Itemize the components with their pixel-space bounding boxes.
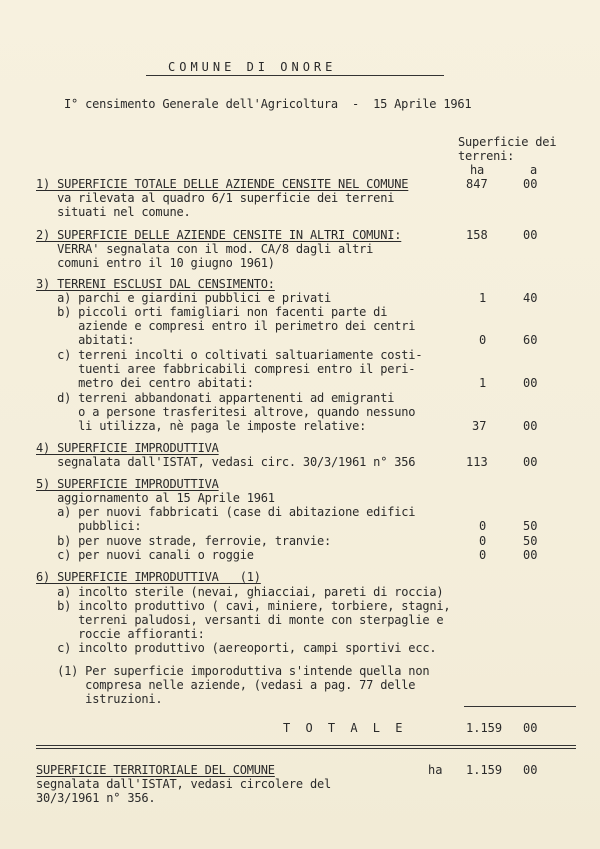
item3b-line3: abitati: [36, 333, 135, 347]
totale-a: 00 [523, 721, 538, 735]
item3c-ha: 1 [479, 376, 487, 390]
item4-ha: 113 [466, 455, 488, 469]
item3d-ha: 37 [472, 419, 487, 433]
comune-title: COMUNE DI ONORE [168, 60, 337, 74]
item6-note-line1: (1) Per superficie imporoduttiva s'intende quella non [36, 664, 430, 678]
item4-a: 00 [523, 455, 538, 469]
item5b-line1: b) per nuove strade, ferrovie, tranvie: [36, 534, 332, 548]
item6b-line1: b) incolto produttivo ( cavi, miniere, torbiere, stagni, [36, 599, 451, 613]
item5a-a: 50 [523, 519, 538, 533]
item3c-line1: c) terreni incolti o coltivati saltuariamente costi- [36, 348, 423, 362]
item1-label: 1) SUPERFICIE TOTALE DELLE AZIENDE CENSITE NEL COMUNE [36, 177, 409, 191]
item3c-a: 00 [523, 376, 538, 390]
item1-line2: va rilevata al quadro 6/1 superficie dei terreni [36, 191, 395, 205]
item2-line2: VERRA' segnalata con il mod. CA/8 dagli altri [36, 242, 374, 256]
item3-label: 3) TERRENI ESCLUSI DAL CENSIMENTO: [36, 277, 275, 291]
totale-label: T O T A L E [283, 721, 407, 735]
item3b-line2: aziende e compresi entro il perimetro dei centri [36, 319, 416, 333]
footer-line3: 30/3/1961 n° 356. [36, 791, 156, 805]
item5a-line2: pubblici: [36, 519, 142, 533]
item5c-a: 00 [523, 548, 538, 562]
item5-line2: aggiornamento al 15 Aprile 1961 [36, 491, 275, 505]
footer-line1: SUPERFICIE TERRITORIALE DEL COMUNE [36, 763, 275, 777]
item5c-line1: c) per nuovi canali o roggie [36, 548, 254, 562]
item3b-line1: b) piccoli orti famigliari non facenti parte di [36, 305, 388, 319]
item6b-line3: roccie affioranti: [36, 627, 205, 641]
item6-label: 6) SUPERFICIE IMPRODUTTIVA (1) [36, 570, 261, 584]
item3b-a: 60 [523, 333, 538, 347]
item5a-ha: 0 [479, 519, 487, 533]
item3b-ha: 0 [479, 333, 487, 347]
totale-ha: 1.159 [466, 721, 503, 735]
item3d-line1: d) terreni abbandonati appartenenti ad emigranti [36, 391, 395, 405]
footer-unit: ha [428, 763, 443, 777]
title-rule [146, 75, 444, 76]
item5b-ha: 0 [479, 534, 487, 548]
footer-ha: 1.159 [466, 763, 503, 777]
item6-note-line3: istruzioni. [36, 692, 163, 706]
item3d-line3: li utilizza, nè paga le imposte relative: [36, 419, 367, 433]
item5a-line1: a) per nuovi fabbricati (case di abitazione edifici [36, 505, 416, 519]
item2-label: 2) SUPERFICIE DELLE AZIENDE CENSITE IN ALTRI COMUNI: [36, 228, 402, 242]
item6a-line1: a) incolto sterile (nevai, ghiacciai, pareti di roccia) [36, 585, 444, 599]
item3d-line2: o a persone trasferitesi altrove, quando nessuno [36, 405, 416, 419]
totale-top-rule [464, 706, 576, 707]
census-heading: I° censimento Generale dell'Agricoltura - 15 Aprile 1961 [64, 97, 472, 111]
item3a-ha: 1 [479, 291, 487, 305]
item3c-line3: metro dei centro abitati: [36, 376, 254, 390]
column-heading-line2: terreni: [458, 149, 515, 163]
item5c-ha: 0 [479, 548, 487, 562]
item1-a: 00 [523, 177, 538, 191]
item5-label: 5) SUPERFICIE IMPRODUTTIVA [36, 477, 219, 491]
item2-line3: comuni entro il 10 giugno 1961) [36, 256, 275, 270]
item1-line3: situati nel comune. [36, 205, 191, 219]
item6-note-line2: compresa nelle aziende, (vedasi a pag. 77 delle [36, 678, 416, 692]
column-ha-label: ha [470, 163, 485, 177]
item2-a: 00 [523, 228, 538, 242]
item2-ha: 158 [466, 228, 488, 242]
item3c-line2: tuenti aree fabbricabili compresi entro il peri- [36, 362, 416, 376]
item6c-line1: c) incolto produttivo (aereoporti, campi sportivi ecc. [36, 641, 437, 655]
item1-ha: 847 [466, 177, 488, 191]
item4-line2: segnalata dall'ISTAT, vedasi circ. 30/3/1961 n° 356 [36, 455, 416, 469]
item3d-a: 00 [523, 419, 538, 433]
item6b-line2: terreni paludosi, versanti di monte con sterpaglie e [36, 613, 444, 627]
column-a-label: a [530, 163, 538, 177]
item4-label: 4) SUPERFICIE IMPRODUTTIVA [36, 441, 219, 455]
footer-a: 00 [523, 763, 538, 777]
footer-line2: segnalata dall'ISTAT, vedasi circolere del [36, 777, 332, 791]
totale-rule-2 [36, 748, 576, 749]
item3a-a: 40 [523, 291, 538, 305]
item3a-line1: a) parchi e giardini pubblici e privati [36, 291, 332, 305]
totale-rule-1 [36, 745, 576, 746]
column-heading-line1: Superficie dei [458, 135, 557, 149]
item5b-a: 50 [523, 534, 538, 548]
